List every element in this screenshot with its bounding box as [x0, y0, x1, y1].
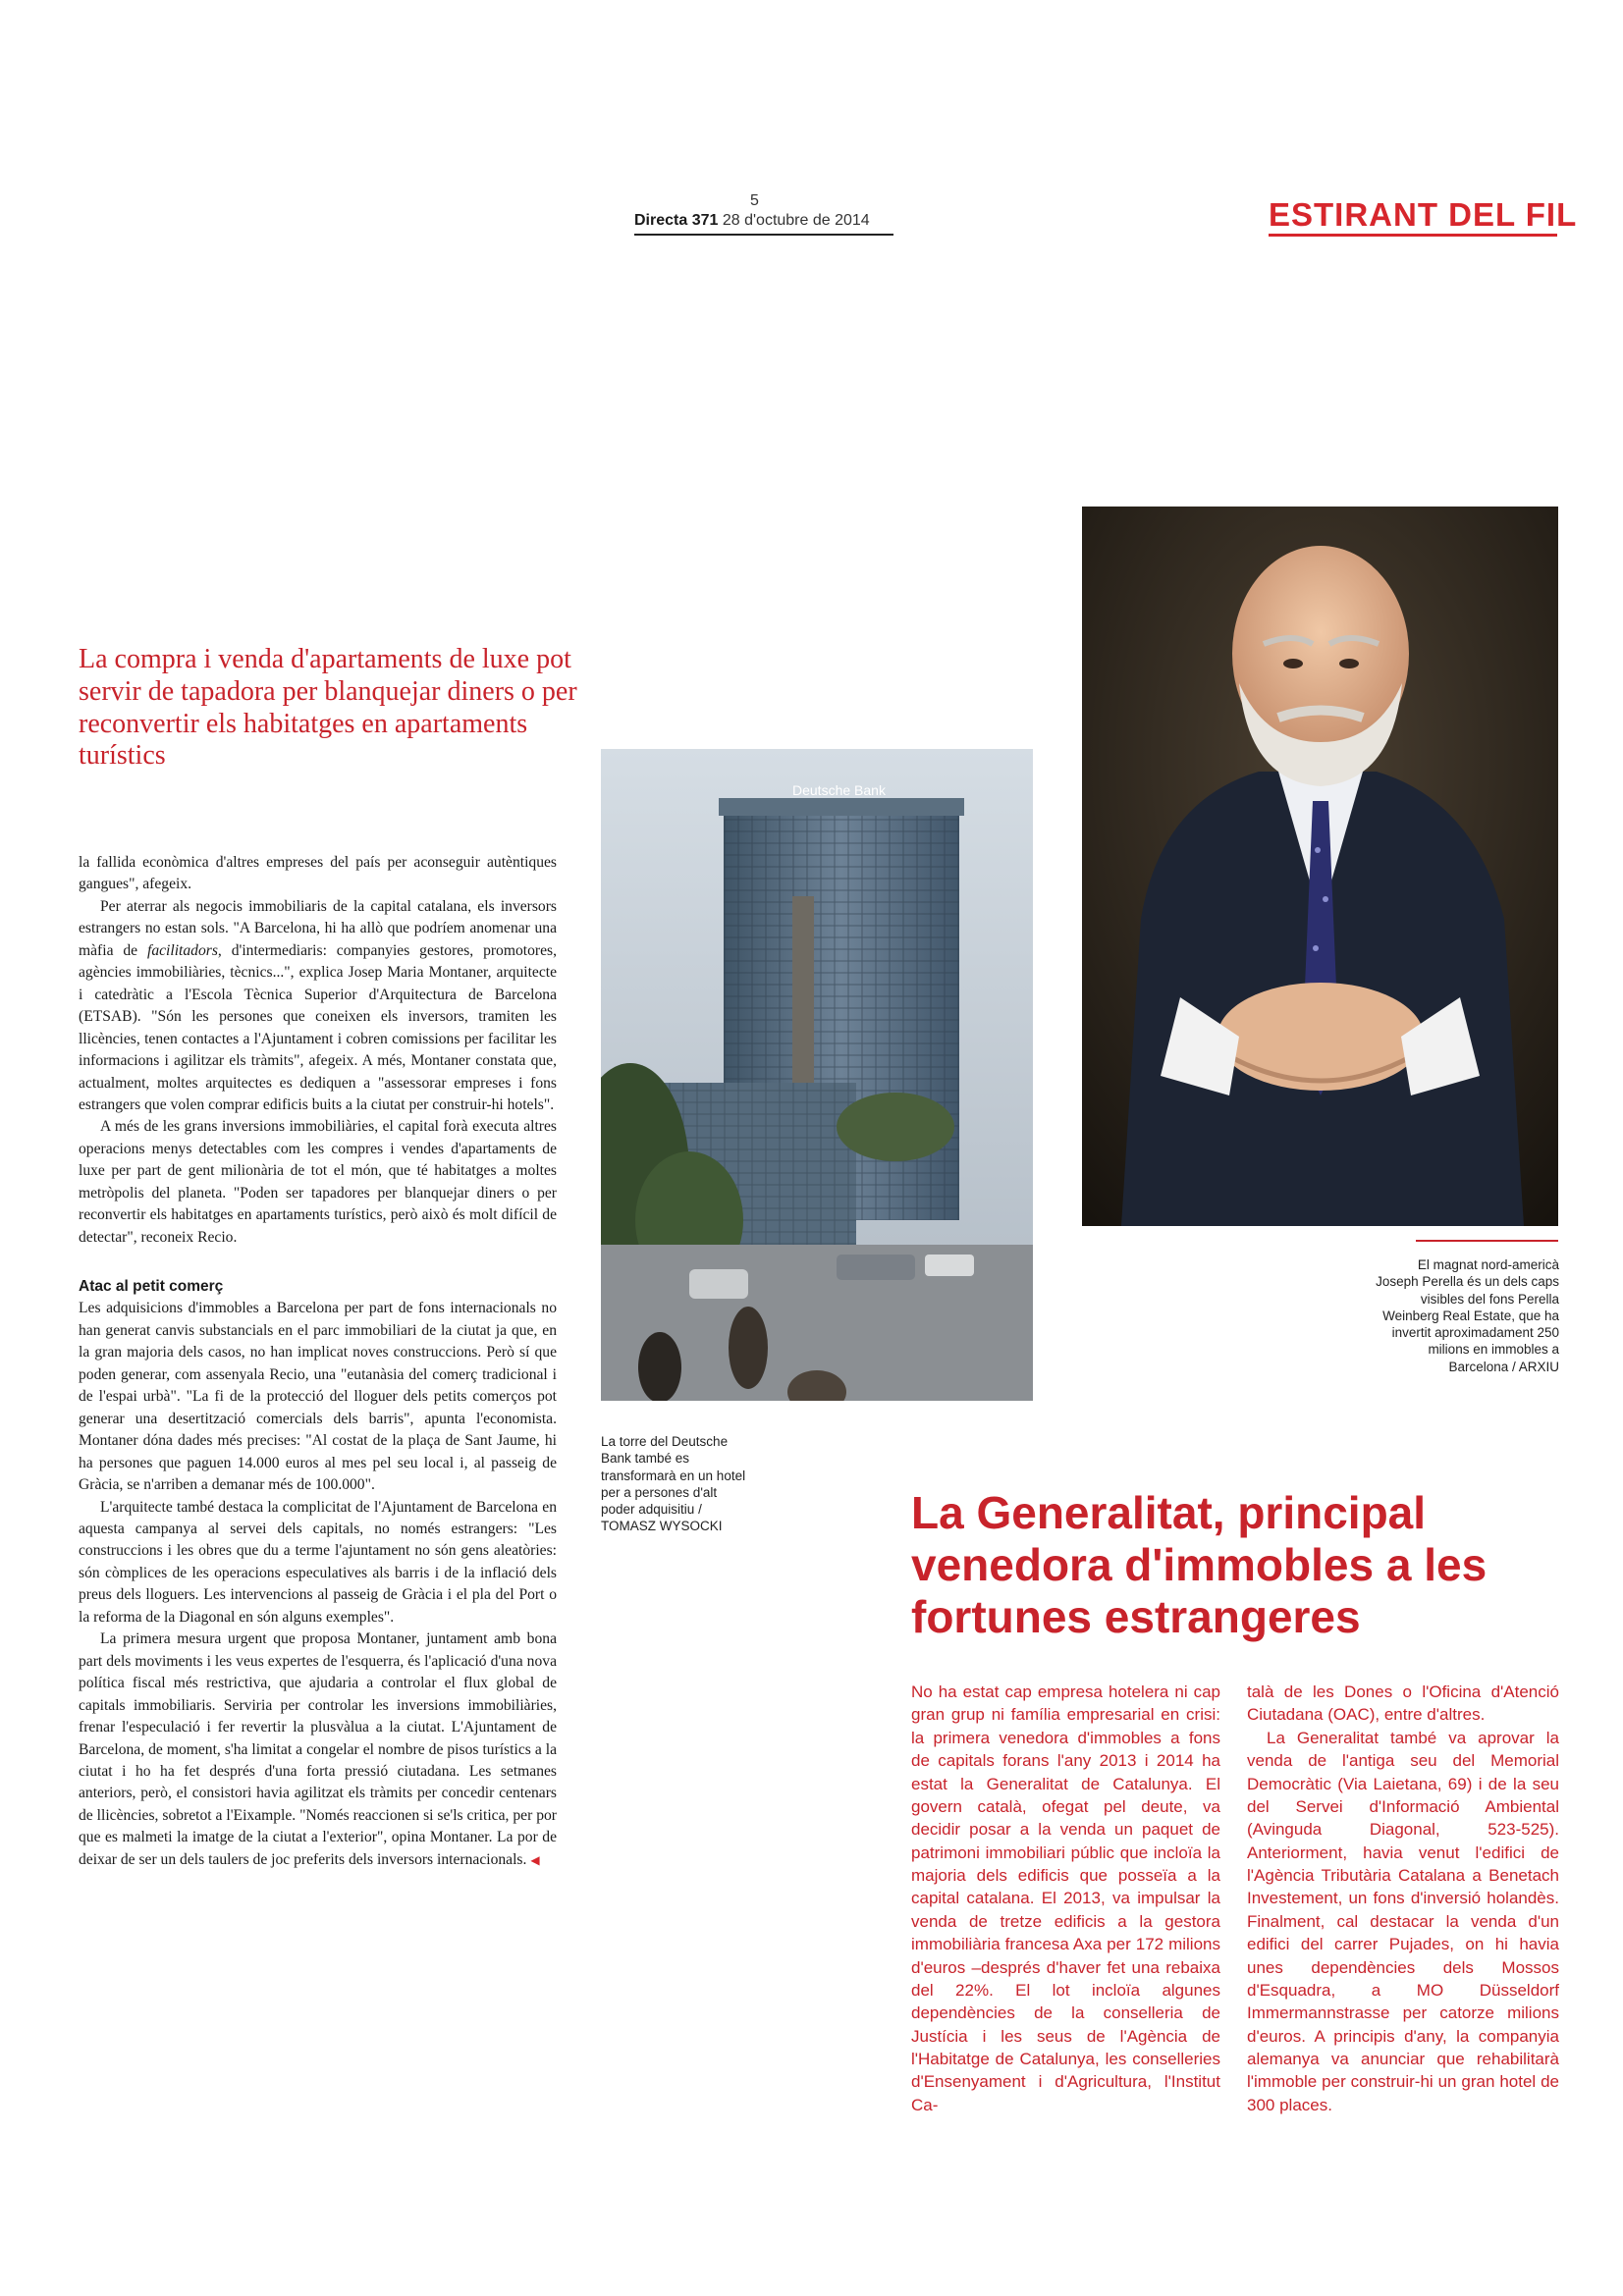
subheading: Atac al petit comerç: [79, 1278, 224, 1296]
header-divider: [634, 234, 893, 236]
caption-rule: [1416, 1240, 1558, 1242]
text-run: Per aterrar als negocis immobiliaris de la capital catalana, els inversors estrangers no estan sols. "A Barcelona, hi ha allò que podríem anomenar una màfia de: [79, 897, 557, 959]
paragraph: A més de les grans inversions immobiliàries, el capital forà executa altres operacions menys detectables com les compres i vendes d'apartaments de luxe per part de gent milionària de tot el món, que té habitatges a moltes metròpolis del planeta. "Poden ser tapadores per blanquejar diners o per reconvertir els habitatges en apartaments turístics, però això és molt difícil de detectar", reconeix Recio.: [79, 1118, 557, 1246]
paragraph: la fallida econòmica d'altres empreses del país per aconseguir autèntiques gangues", afegeix.: [79, 854, 557, 893]
issue-date: 28 d'octubre de 2014: [722, 212, 870, 229]
sidebar-column-1: [911, 1681, 1220, 2116]
page-number: 5: [750, 192, 759, 209]
paragraph: No ha estat cap empresa hotelera ni cap gran grup ni família empresarial en crisi: la primera venedora d'immobles a fons de capitals forans l'any 2013 i 2014 ha estat la Generalitat de Catalunya. El govern català, ofegat pel deute, va decidir posar a la venda un paquet de patrimoni immobiliari públic que incloïa la majoria dels edificis que posseïa a la capital catalana. El 2013, va impulsar la venda de tretze edificis a la gestora immobiliària francesa Axa per 172 milions d'euros –després d'haver fet una rebaixa del 22%. El lot incloïa algunes dependències de la conselleria de Justícia i les seus de l'Agència de l'Habitatge de Catalunya, les conselleries d'Ensenyament i d'Agricultura, l'Institut Ca-: [911, 1682, 1220, 2114]
section-title: ESTIRANT DEL FIL: [1269, 196, 1578, 233]
deutsche-bank-tower-photo: [601, 749, 1033, 1401]
text-run: La primera mesura urgent que proposa Montaner, juntament amb bona part dels moviments i les veus expertes de l'esquerra, és l'aplicació d'una nova política fiscal més restrictiva, que ajudaria a controlar el flux global de capitals immobiliaris. Serviria per controlar les inversions immobiliàries, frenar l'especulació i fer revertir la plusvàlua a la ciutat. L'Ajuntament de Barcelona, de moment, s'ha limitat a congelar el nombre de pisos turístics a la ciutat i ho ha fet després d'una forta pressió ciutadana. Les setmanes anteriors, però, el consistori havia agilitzat els tràmits per concedir centenars de llicències, sobretot a l'Eixample. "Només reaccionen si se'ls critica, per por que es malmeti la imatge de la ciutat a l'exterior", opina Montaner. La por de deixar de ser un dels taulers de joc preferits dels inversors internacionals.: [79, 1630, 557, 1868]
paragraph: La Generalitat també va aprovar la venda de l'antiga seu del Memorial Democràtic (Via Laietana, 69) i de la seu del Servei d'Informació Ambiental (Avinguda Diagonal, 523-525). Anteriorment, havia venut l'edifici de l'Agència Tributària Catalana a Benetach Investement, un fons d'inversió holandès. Finalment, cal destacar la venda d'un edifici del carrer Pujades, on hi havia unes dependències dels Mossos d'Esquadra, a MO Düsseldorf Immermannstrasse per catorze milions d'euros. A principis d'any, la companyia alemanya va anunciar que rehabilitarà l'immoble per construir-hi un gran hotel de 300 places.: [1247, 1728, 1559, 2114]
paragraph: L'arquitecte també destaca la complicitat de l'Ajuntament de Barcelona en aquesta campanya al servei dels capitals, no només estrangers: "Les construccions i les obres que du a terme l'ajuntament no són gens aleatòries: són còmplices de les operacions especulatives als barris i de la inflació dels preus dels lloguers. Les intervencions al passeig de Gràcia i el pla del Port o la reforma de la Diagonal en són alguns exemples".: [79, 1498, 557, 1626]
paragraph: talà de les Dones o l'Oficina d'Atenció Ciutadana (OAC), entre d'altres.: [1247, 1682, 1559, 1725]
text-run: , d'intermediaris: companyies gestores, promotores, agències immobiliàries, tècnics...", explica Josep Maria Montaner, arquitecte i catedràtic a l'Escola Tècnica Superior d'Arquitectura de Barcelona (ETSAB). "Són les persones que coneixen els inversors, tramiten les llicències, tenen contactes a l'Ajuntament i cobren comissions per facilitar les informacions i agilitzar els tràmits", afegeix. A més, Montaner constata que, actualment, moltes arquitectes es dediquen a "assessorar empreses i fons estrangers que volen comprar edificis buits a la ciutat per construir-hi hotels".: [79, 941, 557, 1113]
pull-quote: La compra i venda d'apartaments de luxe pot servir de tapadora per blanquejar diners o per reconvertir els habitatges en apartaments turístics: [79, 644, 577, 772]
issue-line: [634, 212, 870, 230]
paragraph: [79, 896, 557, 1117]
sidebar-column-2: [1247, 1681, 1559, 2116]
joseph-perella-portrait: [1082, 507, 1558, 1226]
sidebar-headline: La Generalitat, principal venedora d'immobles a les fortunes estrangeres: [911, 1487, 1488, 1642]
paragraph: [79, 1629, 557, 1871]
publication-name: Directa 371: [634, 212, 719, 229]
section-rule: [1269, 234, 1557, 237]
paragraph: Les adquisicions d'immobles a Barcelona per part de fons internacionals no han generat canvis substancials en el parc immobiliari de la ciutat ja que, en la gran majoria dels casos, no han implicat noves construccions. Però sí que poden generar, com assenyala Recio, una "eutanàsia del comerç tradicional i de l'espai urbà". "La fi de la protecció del lloguer dels petits comerços pot generar una desertització comercials dels barris", apunta l'economista. Montaner dóna dades més precises: "Al costat de la plaça de Sant Jaume, hi ha persones que paguen 14.000 euros al mes pel seu local i, al passeig de Gràcia, se n'arriben a demanar més de 100.000".: [79, 1300, 557, 1494]
building-sign: Deutsche Bank: [792, 782, 886, 798]
photo-caption-portrait: El magnat nord-americà Joseph Perella és un dels caps visibles del fons Perella Weinberg Real Estate, que ha invertit aproximadament 250 milions en immobles a Barcelona / ARXIU: [1376, 1257, 1559, 1374]
article-body: [79, 852, 557, 1871]
photo-caption-tower: La torre del Deutsche Bank també es transformarà en un hotel per a persones d'alt poder adquisitiu / TOMASZ WYSOCKI: [601, 1434, 746, 1534]
italic-term: facilitadors: [147, 941, 218, 959]
end-of-article-icon: ◀: [530, 1852, 540, 1867]
